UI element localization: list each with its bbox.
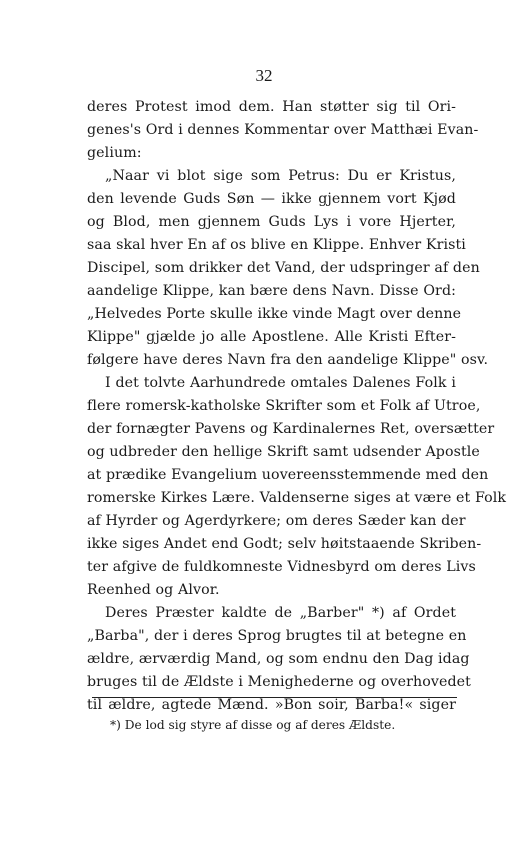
text-line: romerske Kirkes Lære. Valdenserne siges at være et Folk bbox=[87, 490, 507, 506]
text-line: „Helvedes Porte skulle ikke vinde Magt over denne bbox=[87, 306, 462, 322]
text-line: bruges til de Ældste i Menighederne og overhovedet bbox=[87, 674, 471, 690]
footnote: *) De lod sig styre af disse og af deres Ældste. bbox=[110, 718, 396, 732]
text-line: og udbreder den hellige Skrift samt udsender Apostle bbox=[87, 444, 480, 460]
text-line: Reenhed og Alvor. bbox=[87, 582, 220, 598]
text-line: „Barba", der i deres Sprog brugtes til at betegne en bbox=[87, 628, 467, 644]
text-line: saa skal hver En af os blive en Klippe. Enhver Kristi bbox=[87, 237, 466, 253]
text-line: aandelige Klippe, kan bære dens Navn. Disse Ord: bbox=[87, 283, 456, 299]
text-line: den levende Guds Søn — ikke gjennem vort Kjød bbox=[87, 191, 456, 207]
text-line: følgere have deres Navn fra den aandelige Klippe" osv. bbox=[87, 352, 489, 368]
text-line: ældre, ærværdig Mand, og som endnu den Dag idag bbox=[87, 651, 470, 667]
text-line: og Blod, men gjennem Guds Lys i vore Hjerter, bbox=[87, 214, 456, 230]
text-line: gelium: bbox=[87, 145, 142, 161]
text-line: deres Protest imod dem. Han støtter sig til Ori- bbox=[87, 99, 456, 115]
footnote-divider bbox=[92, 697, 457, 698]
text-line: at prædike Evangelium uovereensstemmende med den bbox=[87, 467, 489, 483]
text-line: I det tolvte Aarhundrede omtales Dalenes Folk i bbox=[105, 375, 456, 391]
text-line: der fornægter Pavens og Kardinalernes Ret, oversætter bbox=[87, 421, 495, 437]
text-line: af Hyrder og Agerdyrkere; om deres Sæder kan der bbox=[87, 513, 466, 529]
text-line: „Naar vi blot sige som Petrus: Du er Kristus, bbox=[105, 168, 456, 184]
text-line: Klippe" gjælde jo alle Apostlene. Alle Kristi Efter- bbox=[87, 329, 456, 345]
text-line: Deres Præster kaldte de „Barber" *) af Ordet bbox=[105, 605, 456, 621]
text-line: til ældre, agtede Mænd. »Bon soir, Barba!« siger bbox=[87, 697, 456, 713]
text-line: ter afgive de fuldkomneste Vidnesbyrd om deres Livs bbox=[87, 559, 476, 575]
text-line: Discipel, som drikker det Vand, der udspringer af den bbox=[87, 260, 480, 276]
text-line: ikke siges Andet end Godt; selv høitstaaende Skriben- bbox=[87, 536, 482, 552]
page-number: 32 bbox=[255, 66, 273, 85]
text-line: flere romersk-katholske Skrifter som et Folk af Utroe, bbox=[87, 398, 481, 414]
text-line: genes's Ord i dennes Kommentar over Matthæi Evan- bbox=[87, 122, 479, 138]
body-text bbox=[87, 96, 507, 717]
